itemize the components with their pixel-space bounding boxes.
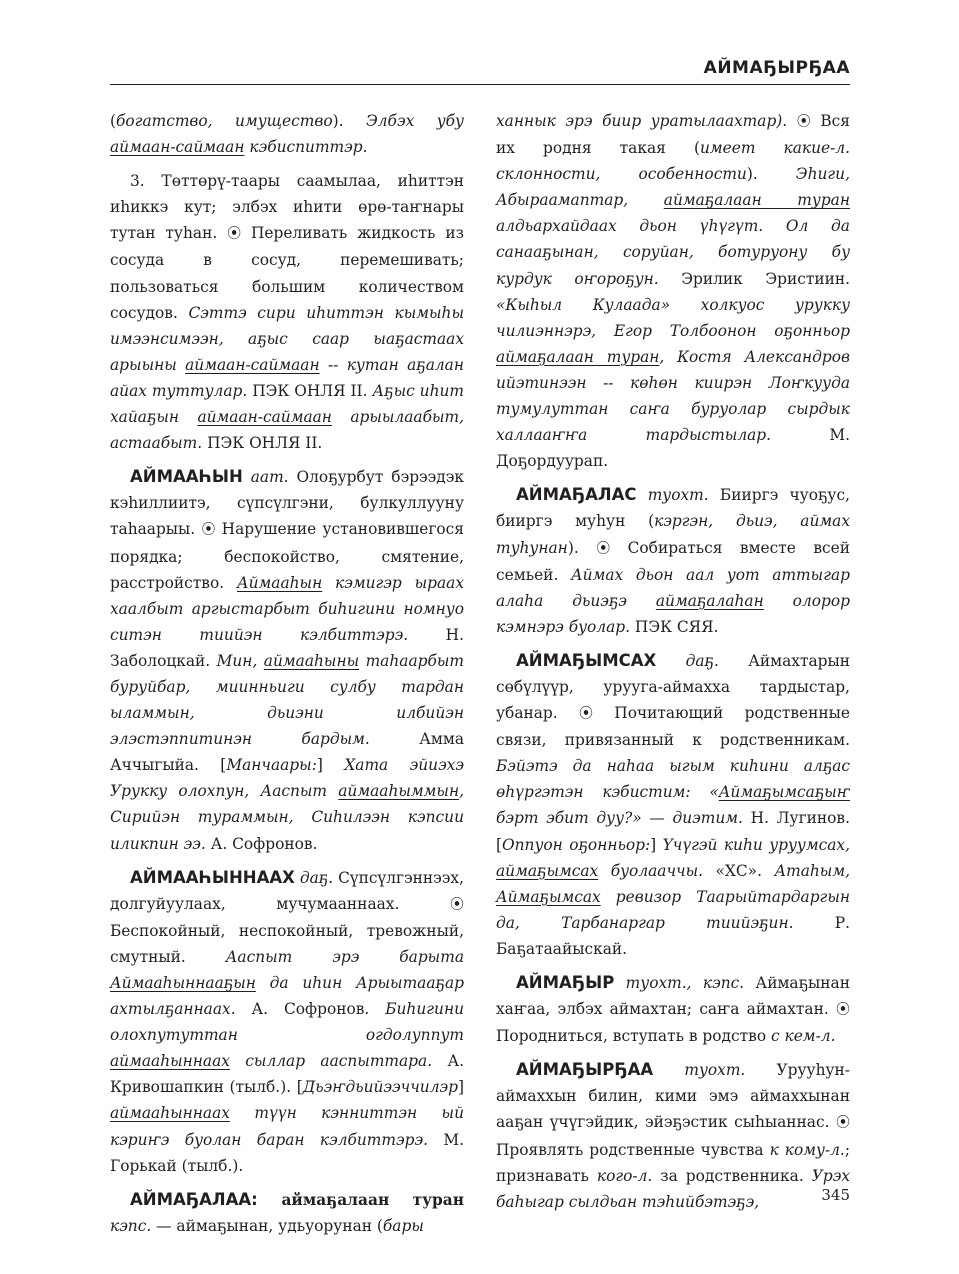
text-span: Сүпсүлгэннээх, долгуйуулаах, мучумааннаах. xyxy=(110,868,464,913)
italic-text: ревизор Таарыйтардаргын да, Тарбанаргар тиийэҕин. xyxy=(496,887,850,932)
text-span: Эрилик Эристиин. xyxy=(681,269,851,288)
italic-text: -- кутан аҕалан айах туттулар. xyxy=(110,355,464,400)
page-number: 345 xyxy=(821,1186,850,1204)
dictionary-entry xyxy=(496,108,850,474)
dictionary-columns xyxy=(110,108,850,1247)
text-span: ПЭК ОНЛЯ II. xyxy=(207,434,323,453)
italic-text: Хата эйиэхэ Урукку олохпун, Ааспыт xyxy=(110,756,464,801)
dictionary-entry xyxy=(110,464,464,856)
italic-text: Оппуон оҕонньор: xyxy=(502,835,651,854)
underlined-example-word: Аймаҕымсах xyxy=(496,887,601,906)
headword: АЙМАҔАЛАА: xyxy=(130,1189,282,1209)
circle-dot-icon: ⦿ xyxy=(836,1115,850,1132)
italic-text: буолааччы. xyxy=(598,861,716,880)
italic-text: Биһигини олохпутуттан огдолуппут xyxy=(110,1000,464,1045)
italic-text: алдьархайдаах дьон үһүгүт. Ол да санааҕынан, соруйан, ботуруону бу курдук оҥороҕун. xyxy=(496,217,850,288)
text-span: Почитающий родственные связи, привязанный к родственникам. xyxy=(496,704,850,750)
page-header xyxy=(110,58,850,85)
italic-text: Бэйэтэ да наһаа ыгым киһини алҕас өһүргэтэн кэбистим: « xyxy=(496,757,850,802)
left-column xyxy=(110,108,464,1247)
italic-text: аат. xyxy=(242,468,297,487)
underlined-example-word: аймааһыммын xyxy=(338,782,460,801)
underlined-example-word: аймаан-саймаан xyxy=(110,138,245,157)
text-span: ; признавать xyxy=(496,1140,851,1185)
italic-text: имеет какие-л. склонности, особенности xyxy=(496,139,850,184)
headword: АЙМАҔАЛАС xyxy=(516,485,637,505)
dictionary-entry xyxy=(110,108,464,160)
headword: АЙМААҺЫН xyxy=(130,467,243,487)
italic-text: с кем-л. xyxy=(771,1027,836,1046)
circle-dot-icon: ⦿ xyxy=(578,706,593,723)
underlined-example-word: аймааһыннаах xyxy=(110,1104,230,1123)
text-span: Бииргэ чуоҕус, бииргэ муһун ( xyxy=(496,486,850,531)
text-span: Олоҕурбут бэрээдэк кэһиллиитэ, сүпсүлгэни, булкуллууну таһаарыы. xyxy=(110,468,465,539)
underlined-example-word: аймаҕымсах xyxy=(496,861,599,880)
text-span: Урууһун-аймаххын билин, кими эмэ аймаххынан ааҕан үчүгэйдик, эйэҕэстик сыһыаннас. xyxy=(496,1061,850,1132)
italic-text: олорор кэмнэрэ буолар. xyxy=(496,591,850,636)
italic-text: Аймах дьон аал уот аттыгар алаһа дьиэҕэ xyxy=(496,565,850,610)
text-span: ). xyxy=(332,112,366,130)
italic-text: бары xyxy=(382,1216,424,1235)
italic-text: Үчүгэй киһи уруумсах, xyxy=(662,835,850,854)
underlined-example-word: аймааһыны xyxy=(263,651,360,670)
dictionary-entry xyxy=(496,482,850,640)
bold-phrase: аймаҕалаан туран xyxy=(281,1190,464,1209)
dictionary-entry xyxy=(496,648,850,962)
text-span: Проявлять родственные чувства xyxy=(496,1140,770,1159)
italic-text: таһаарбыт буруйбар, миинньиги сулбу тардан ыламмын, дьиэни илбийэн элэстэппитинэн бардым. xyxy=(110,651,464,749)
headword: АЙМАҔЫМСАХ xyxy=(516,650,657,670)
text-span: ] xyxy=(457,1078,464,1097)
italic-text: Атаһым, xyxy=(774,861,850,880)
italic-text: даҕ. xyxy=(656,651,749,670)
text-span: «ХС». xyxy=(715,861,775,880)
underlined-example-word: аймаан-саймаан xyxy=(197,408,332,427)
italic-text: да иһин Арыытааҕар ахтылҕаннаах. xyxy=(110,974,464,1019)
running-head: АЙМАҔЫРҔАА xyxy=(703,58,850,78)
headword: АЙМААҺЫННААХ xyxy=(130,867,295,887)
circle-dot-icon: ⦿ xyxy=(596,540,611,557)
text-span: ). xyxy=(567,538,597,557)
text-span: Амма Аччыгыйа. [ xyxy=(110,730,464,775)
italic-text: «Кыһыл Кулаада» холкуос урукку чилиэннэрэ, Егор Толбоонон оҕонньор xyxy=(496,295,850,340)
italic-text: кэмигэр ыраах хаалбыт аргыстарбыт биһигини номнуо ситэн тиийэн кэлбиттэрэ. xyxy=(110,573,464,644)
circle-dot-icon: ⦿ xyxy=(450,896,464,913)
italic-text: , Сирийэн тураммын, Сиһилээн кэпсии иликпин ээ. xyxy=(110,782,464,853)
text-span: ПЭК ОНЛЯ II. xyxy=(252,381,373,400)
italic-text: ханнык эрэ биир уратылаахтар). xyxy=(496,112,797,130)
italic-text: , Костя Александров ийэтинээн -- көһөн киирэн Лоҥкууда тумулуттан саҥа буруолар сырдык халлааҥҥа тардыстылар. xyxy=(496,347,850,445)
text-span: за родственника. xyxy=(652,1166,812,1185)
text-span: ). xyxy=(746,165,796,184)
headword: АЙМАҔЫР xyxy=(516,973,615,992)
text-span: Породниться, вступать в родство xyxy=(496,1027,771,1046)
underlined-example-word: аймаан-саймаан xyxy=(185,355,320,374)
italic-text: богатство, имущество xyxy=(116,112,333,130)
dictionary-entry xyxy=(496,970,850,1049)
dictionary-entry xyxy=(496,1057,850,1215)
circle-dot-icon: ⦿ xyxy=(836,1002,850,1019)
italic-text: туһунан xyxy=(496,538,568,557)
italic-text: бэрт эбит дуу?» — диэтим. xyxy=(496,809,751,828)
text-span: ] xyxy=(316,756,345,775)
italic-text: арыылаабыт, астаабыт. xyxy=(110,408,464,453)
text-span: Аймаҕынан хаҥаа, элбэх аймахтан; саҥа аймахтан. xyxy=(496,974,850,1019)
text-span: А. Кривошапкин (тылб.). [ xyxy=(110,1052,464,1097)
text-span: Р. Баҕатаайыскай. xyxy=(496,913,850,958)
text-span: Нарушение установившегося порядка; беспокойство, смятение, расстройство. xyxy=(110,520,464,592)
italic-text: кэбиспиттэр. xyxy=(244,138,368,157)
text-span: Собираться вместе всей семьей. xyxy=(496,538,850,584)
italic-text: түүн кэнниттэн ый кэриҥэ буолан баран кэлбиттэрэ. xyxy=(110,1104,464,1149)
italic-text: даҕ. xyxy=(294,868,339,887)
right-column xyxy=(496,108,850,1247)
text-span: Аймахтарын сөбүлүүр, урууга-аймахха тардыстар, убанар. xyxy=(496,651,850,723)
text-span: А. Софронов. xyxy=(251,1000,386,1019)
text-span: ] xyxy=(650,835,663,854)
italic-text: Сэттэ сири иһиттэн кымыһы имээнсимээн, аҕыс саар ыаҕастаах арыыны xyxy=(110,303,464,374)
headword: АЙМАҔЫРҔАА xyxy=(516,1060,654,1080)
underlined-example-word: аймаҕалаһан xyxy=(655,591,764,610)
text-span: Переливать жидкость из сосуда в сосуд, перемешивать; пользоваться большим количеством сосудов. xyxy=(110,224,464,322)
italic-text: Мин, xyxy=(216,651,264,670)
text-span: 3. Төттөрү-таары саамылаа, иһиттэн иһиккэ кут; элбэх иһити өрө-таҥнары тутан туһан. xyxy=(110,172,464,243)
text-span: М. Горькай (тылб.). xyxy=(110,1130,464,1175)
underlined-example-word: Аймааһыннааҕын xyxy=(110,974,256,992)
italic-text: Дьэҥдьийээччилэр xyxy=(302,1078,458,1097)
italic-text: Эһиги, Абыраамаптар, xyxy=(496,165,850,210)
text-span: Н. Заболоцкай. xyxy=(110,625,464,670)
circle-dot-icon: ⦿ xyxy=(201,522,216,539)
italic-text: Ааспыт эрэ барыта xyxy=(225,947,464,966)
italic-text: Аҕыс иһит хайаҕын xyxy=(110,381,465,427)
italic-text: Манчаары: xyxy=(226,756,317,775)
text-span: — аймаҕынан, удьуорунан ( xyxy=(156,1216,383,1235)
text-span: ПЭК СЯЯ. xyxy=(634,617,719,636)
italic-text: Элбэх убу xyxy=(365,112,464,130)
italic-text: сыллар ааспыттара. xyxy=(229,1052,448,1071)
text-span: Беспокойный, неспокойный, тревожный, смутный. xyxy=(110,921,464,966)
circle-dot-icon: ⦿ xyxy=(227,226,242,243)
italic-text: туохт., кэпс. xyxy=(614,974,756,992)
italic-text: Урэх баһыгар сылдьан тэһийбэтэҕэ, xyxy=(496,1166,850,1211)
dictionary-entry xyxy=(110,1187,464,1239)
italic-text: кэргэн, дьиэ, аймах xyxy=(654,512,850,531)
dictionary-entry xyxy=(110,865,464,1179)
underlined-example-word: аймааһыннаах xyxy=(110,1052,230,1071)
underlined-example-word: Аймаҕымсаҕыҥ xyxy=(718,783,850,802)
italic-text: кэпс. xyxy=(110,1216,157,1235)
underlined-example-word: аймаҕалаан туран xyxy=(496,347,660,366)
text-span: Вся их родня такая ( xyxy=(496,112,850,158)
underlined-example-word: аймаҕалаан туран xyxy=(663,191,850,210)
circle-dot-icon: ⦿ xyxy=(796,114,811,130)
text-span: М. Доҕордуурап. xyxy=(496,426,850,471)
dictionary-entry xyxy=(110,168,464,456)
italic-text: кого-л. xyxy=(596,1166,653,1185)
text-span: А. Софронов. xyxy=(210,834,318,853)
italic-text: туохт. xyxy=(653,1061,777,1080)
italic-text: к кому-л. xyxy=(769,1140,845,1159)
underlined-example-word: Аймааһын xyxy=(236,573,323,592)
text-span: Н. Лугинов. [ xyxy=(496,809,850,854)
italic-text: туохт. xyxy=(636,486,720,505)
text-span: ( xyxy=(110,112,117,130)
